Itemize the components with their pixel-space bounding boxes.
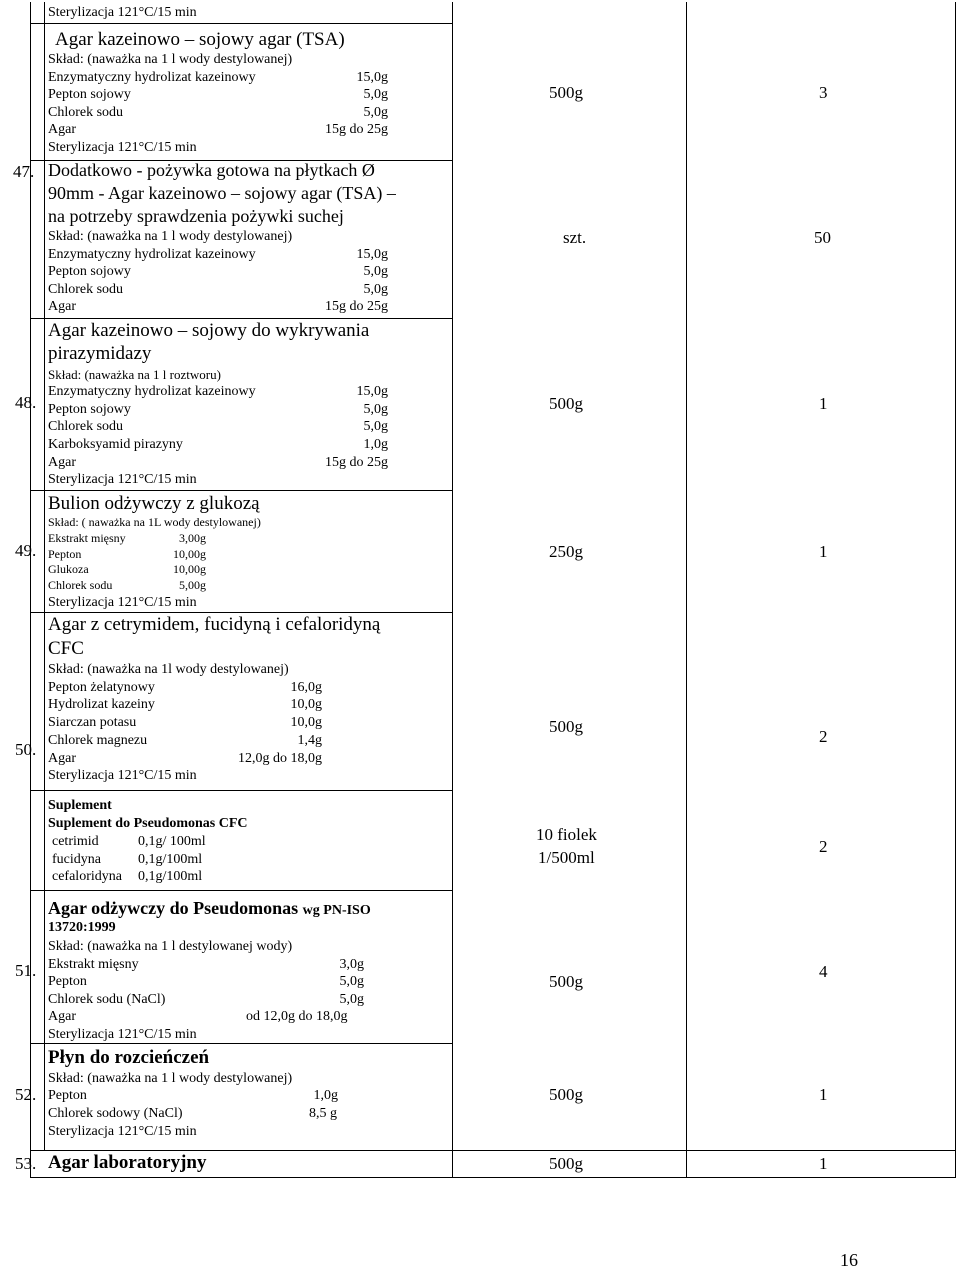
row48-title-line1: Agar kazeinowo – sojowy do wykrywania — [48, 320, 370, 341]
row50-item-name: Chlorek magnezu — [48, 733, 148, 748]
page-number: 16 — [840, 1250, 858, 1270]
row49-item-name: Glukoza — [48, 562, 89, 576]
row47-item-value: 15,0g — [356, 247, 388, 262]
row48-item-name: Chlorek sodu — [48, 419, 124, 434]
table-divider-qty — [686, 2, 687, 1178]
row51-count: 4 — [819, 962, 828, 981]
row51-item-value: 5,0g — [339, 974, 364, 989]
row48-item-value: 15,0g — [356, 384, 388, 399]
row51-item-name: Agar — [48, 1009, 76, 1024]
row49-item-value: 10,00g — [173, 562, 206, 576]
tsa-item-name: Pepton sojowy — [48, 87, 131, 102]
row51-title-line2: 13720:1999 — [48, 920, 116, 935]
row-number: 47. — [13, 162, 35, 181]
row-divider — [30, 890, 452, 891]
row49-item-value: 5,00g — [179, 578, 206, 592]
row53-count: 1 — [819, 1154, 828, 1173]
row-divider — [30, 490, 452, 491]
row49-qty: 250g — [549, 542, 583, 561]
suplement-qty-line1: 10 fiolek — [536, 825, 597, 844]
tsa-qty: 500g — [549, 83, 583, 102]
tsa-item-value: 5,0g — [363, 87, 388, 102]
row48-item-name: Pepton sojowy — [48, 402, 131, 417]
tsa-item-name: Agar — [48, 122, 76, 137]
suplement-item-value: 0,1g/100ml — [138, 852, 203, 867]
row50-count: 2 — [819, 727, 828, 746]
row52-sklad: Skład: (naważka na 1 l wody destylowanej) — [48, 1071, 293, 1086]
row47-item-name: Enzymatyczny hydrolizat kazeinowy — [48, 247, 256, 262]
row-divider — [30, 318, 452, 319]
row52-qty: 500g — [549, 1085, 583, 1104]
tsa-count: 3 — [819, 83, 828, 102]
row50-qty: 500g — [549, 717, 583, 736]
suplement-item-name: fucidyna — [52, 852, 101, 867]
row48-item-name: Agar — [48, 455, 76, 470]
row49-item-name: Chlorek sodu — [48, 578, 113, 592]
row51-title-text: Agar odżywczy do Pseudomonas — [48, 898, 299, 918]
row48-item-value: 15g do 25g — [325, 455, 388, 470]
row47-item-value: 15g do 25g — [325, 299, 388, 314]
row47-item-name: Pepton sojowy — [48, 264, 131, 279]
row51-item-name: Chlorek sodu (NaCl) — [48, 992, 166, 1007]
row-number: 49. — [15, 541, 37, 560]
row52-item-name: Chlorek sodowy (NaCl) — [48, 1106, 183, 1121]
tsa-item-name: Chlorek sodu — [48, 105, 124, 120]
row51-sklad: Skład: (naważka na 1 l destylowanej wody) — [48, 939, 293, 954]
row50-sterylizacja: Sterylizacja 121°C/15 min — [48, 768, 197, 783]
row-number: 52. — [15, 1085, 37, 1104]
suplement-title: Suplement — [48, 798, 112, 813]
row49-title: Bulion odżywczy z glukozą — [48, 493, 260, 514]
row47-title-line2: 90mm - Agar kazeinowo – sojowy agar (TSA) – — [48, 183, 396, 203]
tsa-item-name: Enzymatyczny hydrolizat kazeinowy — [48, 70, 256, 85]
row50-title-line1: Agar z cetrymidem, fucidyną i cefaloridyną — [48, 614, 381, 635]
table-divider-num — [44, 2, 45, 1150]
row53-title: Agar laboratoryjny — [48, 1152, 207, 1173]
table-border-bottom — [30, 1177, 955, 1178]
row52-title: Płyn do rozcieńczeń — [48, 1047, 210, 1068]
row51-item-value: od 12,0g do 18,0g — [246, 1009, 348, 1024]
row48-count: 1 — [819, 394, 828, 413]
row47-item-value: 5,0g — [363, 282, 388, 297]
row47-item-name: Agar — [48, 299, 76, 314]
row48-item-value: 1,0g — [363, 437, 388, 452]
suplement-item-value: 0,1g/ 100ml — [138, 834, 206, 849]
row-divider — [30, 612, 452, 613]
row47-count: 50 — [814, 228, 831, 247]
row52-sterylizacja: Sterylizacja 121°C/15 min — [48, 1124, 197, 1139]
row49-sterylizacja: Sterylizacja 121°C/15 min — [48, 595, 197, 610]
tsa-item-value: 15,0g — [356, 70, 388, 85]
row50-item-value: 10,0g — [290, 697, 322, 712]
row52-item-name: Pepton — [48, 1088, 87, 1103]
table-divider-desc — [452, 2, 453, 1178]
row51-item-value: 3,0g — [339, 957, 364, 972]
row50-item-value: 1,4g — [297, 733, 322, 748]
row49-item-name: Pepton — [48, 547, 82, 561]
row51-item-value: 5,0g — [339, 992, 364, 1007]
row47-title-line1: Dodatkowo - pożywka gotowa na płytkach Ø — [48, 160, 375, 180]
row49-sklad: Skład: ( naważka na 1L wody destylowanej) — [48, 515, 261, 529]
row50-item-value: 10,0g — [290, 715, 322, 730]
row49-item-value: 10,00g — [173, 547, 206, 561]
suplement-subtitle: Suplement do Pseudomonas CFC — [48, 816, 248, 831]
row48-item-name: Karboksyamid pirazyny — [48, 437, 183, 452]
tsa-sklad: Skład: (naważka na 1 l wody destylowanej) — [48, 52, 293, 67]
row51-sterylizacja: Sterylizacja 121°C/15 min — [48, 1027, 197, 1042]
row50-item-value: 16,0g — [290, 680, 322, 695]
row-divider — [30, 1150, 955, 1151]
row48-item-value: 5,0g — [363, 419, 388, 434]
top-sterilization: Sterylizacja 121°C/15 min — [48, 5, 197, 20]
tsa-item-value: 15g do 25g — [325, 122, 388, 137]
row49-item-name: Ekstrakt mięsny — [48, 531, 126, 545]
suplement-item-name: cetrimid — [52, 834, 99, 849]
row-number: 48. — [15, 393, 37, 412]
row-number: 50. — [15, 740, 37, 759]
row47-sklad: Skład: (naważka na 1 l wody destylowanej) — [48, 229, 293, 244]
row48-sterylizacja: Sterylizacja 121°C/15 min — [48, 472, 197, 487]
row-number: 51. — [15, 961, 37, 980]
row51-title-line1 — [48, 899, 371, 918]
suplement-count: 2 — [819, 837, 828, 856]
row48-item-value: 5,0g — [363, 402, 388, 417]
row53-qty: 500g — [549, 1154, 583, 1173]
row48-qty: 500g — [549, 394, 583, 413]
row51-item-name: Ekstrakt mięsny — [48, 957, 139, 972]
row50-item-value: 12,0g do 18,0g — [238, 751, 322, 766]
row51-item-name: Pepton — [48, 974, 87, 989]
row49-item-value: 3,00g — [179, 531, 206, 545]
row50-item-name: Hydrolizat kazeiny — [48, 697, 155, 712]
row50-sklad: Skład: (naważka na 1l wody destylowanej) — [48, 662, 289, 677]
row51-qty: 500g — [549, 972, 583, 991]
tsa-sterylizacja: Sterylizacja 121°C/15 min — [48, 140, 197, 155]
row47-item-name: Chlorek sodu — [48, 282, 124, 297]
tsa-title: Agar kazeinowo – sojowy agar (TSA) — [55, 29, 345, 50]
row48-sklad: Skład: (naważka na 1 l roztworu) — [48, 367, 221, 382]
row47-item-value: 5,0g — [363, 264, 388, 279]
row50-item-name: Siarczan potasu — [48, 715, 137, 730]
row52-count: 1 — [819, 1085, 828, 1104]
row-divider — [30, 790, 452, 791]
row47-title-line3: na potrzeby sprawdzenia pożywki suchej — [48, 206, 344, 226]
suplement-qty-line2: 1/500ml — [538, 848, 595, 867]
row51-title-suffix: wg PN-ISO — [302, 903, 371, 918]
row-divider — [30, 1043, 452, 1044]
tsa-item-value: 5,0g — [363, 105, 388, 120]
suplement-item-name: cefaloridyna — [52, 869, 122, 884]
row47-qty: szt. — [563, 228, 587, 247]
suplement-item-value: 0,1g/100ml — [138, 869, 203, 884]
row50-title-line2: CFC — [48, 638, 84, 659]
table-border-right — [955, 2, 956, 1178]
row48-title-line2: pirazymidazy — [48, 343, 152, 364]
row49-count: 1 — [819, 542, 828, 561]
row-number: 53. — [15, 1154, 37, 1173]
row50-item-name: Agar — [48, 751, 76, 766]
row52-item-value: 8,5 g — [309, 1106, 337, 1121]
row-divider — [30, 23, 452, 24]
row48-item-name: Enzymatyczny hydrolizat kazeinowy — [48, 384, 256, 399]
row50-item-name: Pepton żelatynowy — [48, 680, 155, 695]
row52-item-value: 1,0g — [313, 1088, 338, 1103]
